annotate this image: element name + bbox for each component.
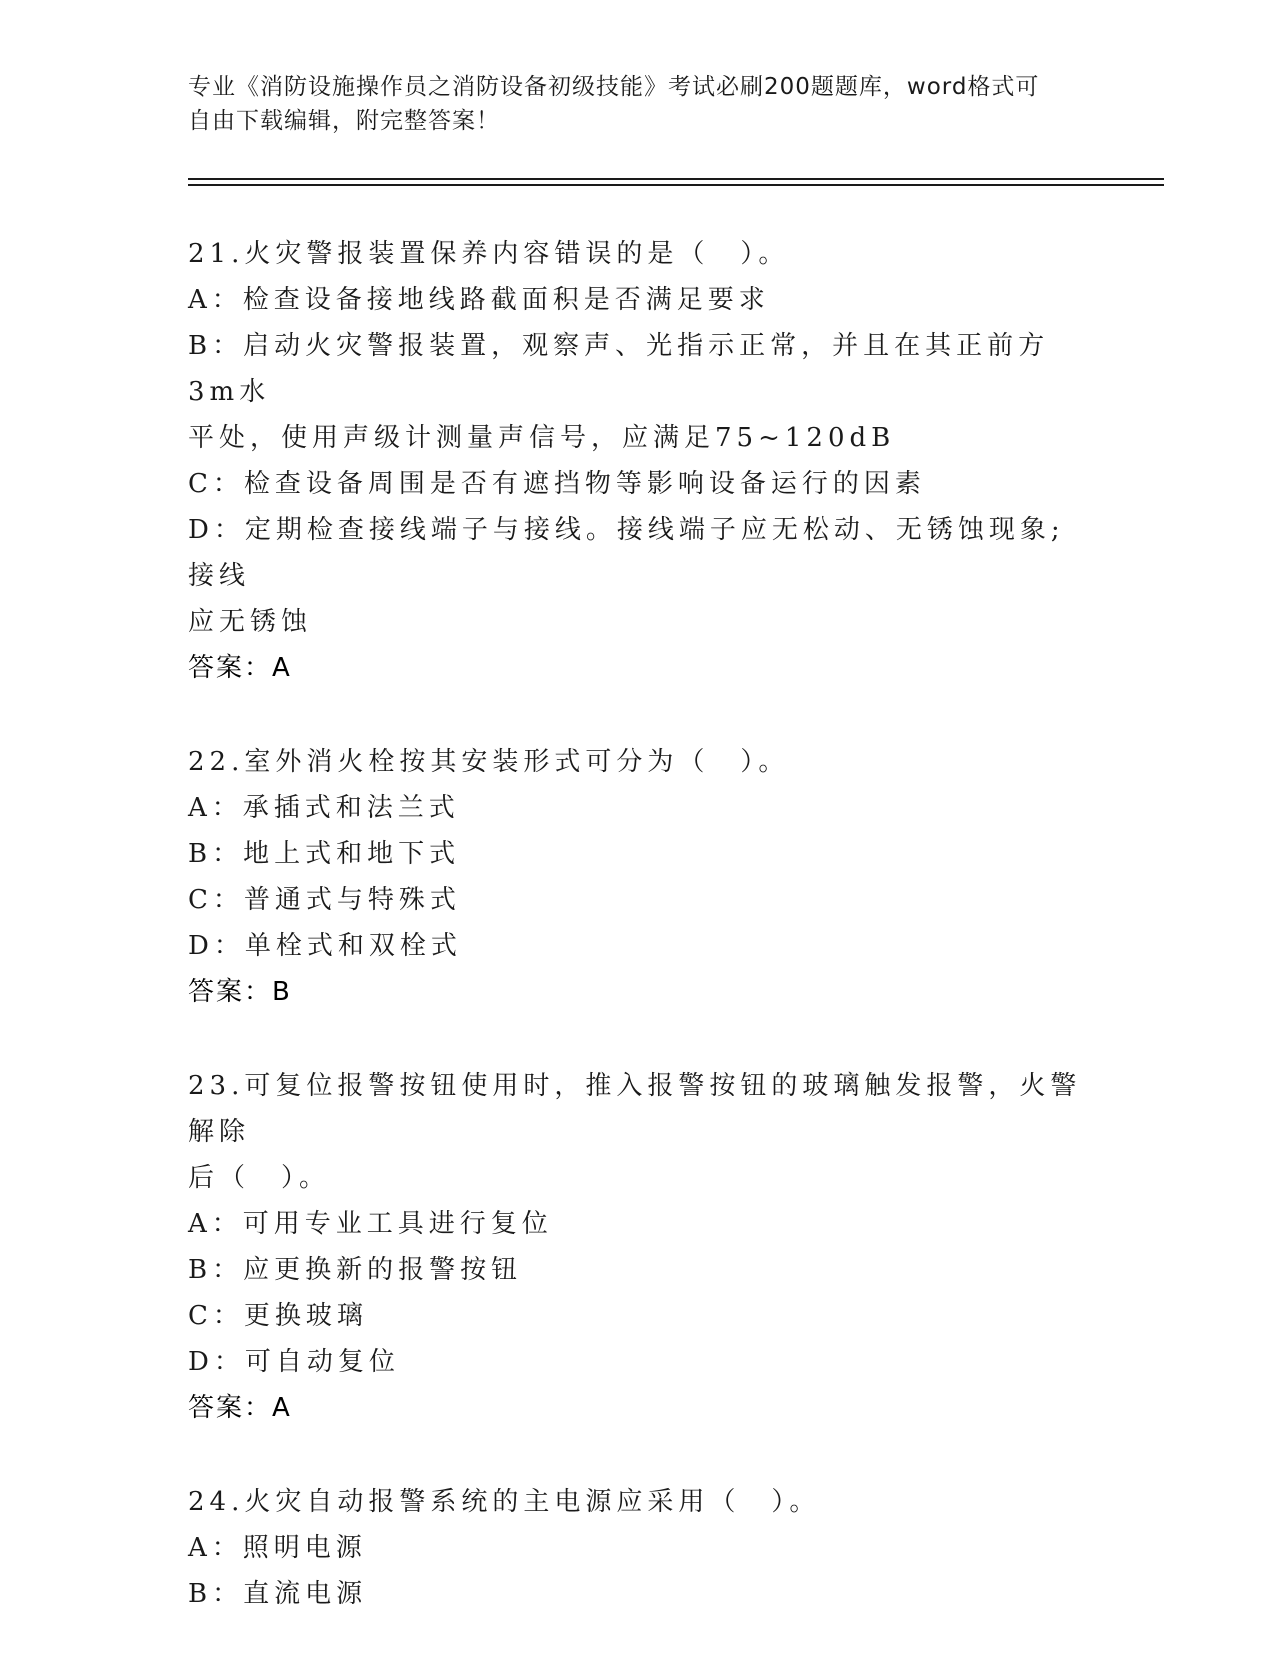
question-list [188,231,1088,1665]
header-divider-top [188,178,1164,180]
answer-option: D：可自动复位 [188,1347,400,1377]
question-stem: 23.可复位报警按钮使用时，推入报警按钮的玻璃触发报警，火警解除 [188,1071,1082,1147]
answer-option: B：应更换新的报警按钮 [188,1255,523,1285]
question-block [188,1479,1088,1617]
question-stem: 24.火灾自动报警系统的主电源应采用（ ）。 [188,1487,821,1517]
answer-key: 答案：B [188,977,292,1007]
answer-option: A：照明电源 [188,1533,367,1563]
answer-option: B：地上式和地下式 [188,839,461,869]
question-stem: 22.室外消火栓按其安装形式可分为（ ）。 [188,747,790,777]
answer-option: B：启动火灾警报装置，观察声、光指示正常，并且在其正前方3m水 [188,331,1050,407]
answer-key: 答案：A [188,653,292,683]
question-block [188,231,1088,691]
answer-option: 应无锈蚀 [188,607,313,637]
answer-option: A：检查设备接地线路截面积是否满足要求 [188,285,770,315]
answer-option: C：更换玻璃 [188,1301,368,1331]
answer-option: C：检查设备周围是否有遮挡物等影响设备运行的因素 [188,469,926,499]
answer-option: A：承插式和法兰式 [188,793,460,823]
answer-option: D：定期检查接线端子与接线。接线端子应无松动、无锈蚀现象;接线 [188,515,1065,591]
question-block [188,739,1088,1015]
question-stem: 21.火灾警报装置保养内容错误的是（ ）。 [188,239,790,269]
header-line-2: 自由下载编辑，附完整答案！ [188,108,500,134]
question-block [188,1063,1088,1431]
answer-option: 平处，使用声级计测量声信号，应满足75~120dB [188,423,896,453]
answer-key: 答案：A [188,1393,292,1423]
answer-option: C：普通式与特殊式 [188,885,461,915]
header-divider-bottom [188,184,1164,186]
answer-option: A：可用专业工具进行复位 [188,1209,553,1239]
answer-option: D：单栓式和双栓式 [188,931,462,961]
header-line-1: 专业《消防设施操作员之消防设备初级技能》考试必刷200题题库，word格式可 [188,74,1040,100]
question-stem: 后（ ）。 [188,1163,331,1193]
document-header [188,70,1078,138]
answer-option: B：直流电源 [188,1579,368,1609]
